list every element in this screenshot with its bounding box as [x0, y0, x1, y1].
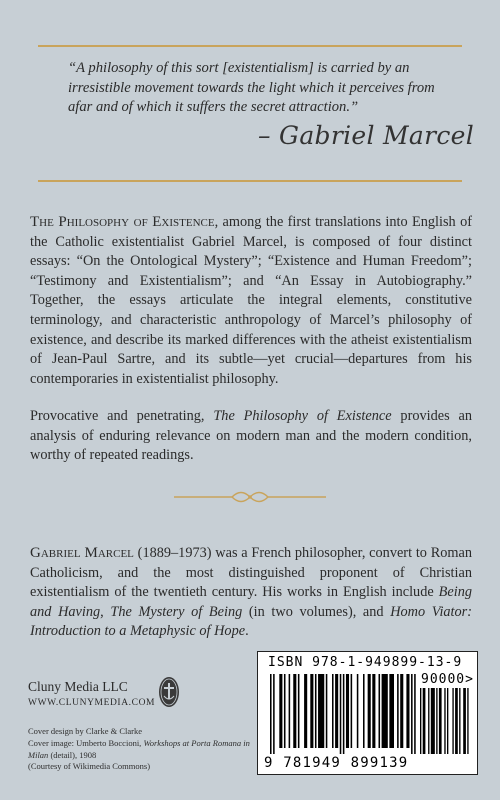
barcode-bar [346, 674, 349, 748]
description-paragraph-2 [30, 407, 472, 466]
bio-end: . [245, 623, 249, 640]
bio-text-2: (in two volumes), and [242, 603, 391, 620]
barcode-bar [379, 674, 381, 748]
isbn-barcode [257, 651, 478, 775]
credit-image-title: Workshops at Porta Romana in Milan [28, 737, 250, 760]
barcode-bar [397, 674, 399, 748]
barcode-bar [351, 674, 353, 748]
barcode-bar [363, 674, 365, 748]
barcode-bar [428, 688, 429, 754]
bio-text-1: (1889–1973) was a French philosopher, convert to Roman Catholicism, and the most distinguished proponent of Christian existentialism of the twentieth century. His works in English include [30, 545, 473, 601]
barcode-bar [368, 674, 371, 748]
barcode-bar [273, 674, 275, 754]
credit-design: Cover design by Clarke & Clarke [28, 726, 143, 736]
credit-courtesy: (Courtesy of Wikimedia Commons) [28, 761, 151, 772]
barcode-bar [343, 674, 345, 754]
epigraph-quote: “A philosophy of this sort [existentialism] is carried by an irresistible movement towards the light which it perceives from afar and of which it suffers the secret attraction.” [68, 60, 435, 115]
barcode-bar [310, 674, 313, 748]
addon-barcode-bars [420, 688, 470, 756]
book-title-smallcaps: The Philosophy of Existence [30, 214, 215, 230]
barcode-bar [406, 674, 409, 748]
description-p2-start: Provocative and penetrating, [30, 408, 214, 424]
price-code: 90000> [421, 672, 474, 687]
barcode-bar [411, 674, 413, 754]
description-p1-text: , among the first translations into English of the Catholic existentialist Gabriel Marcel, is composed of four distinct essays: “On the Ontological Mystery”; “Existence and Human Freedom”; “Testimony and Existentialism”; and “An Essay in Autobiography.” Together, the essays articulate the integral elements, constitutive terminology, and characteristic anthropology of Marcel’s philosophy of existence, and describe its marked differences with the atheist existentialism of Jean-Paul Sartre, and its subtle—yet crucial—departures from his contemporaries in existentialist philosophy. [30, 214, 472, 387]
barcode-digits: 9 781949 899139 [264, 755, 409, 771]
description-p2-text: provides an analysis of enduring relevance on modern man and the modern condition, worthy of repeated readings. [30, 408, 472, 464]
barcode-bar [431, 688, 435, 754]
bio-work-1: Being and Having [30, 584, 472, 620]
barcode-bar [304, 674, 307, 748]
barcode-bar [423, 688, 426, 754]
credit-image-suffix: (detail), 1908 [48, 749, 97, 760]
barcode-bar [284, 674, 286, 748]
barcode-bar [335, 674, 338, 748]
barcode-bar [467, 688, 468, 754]
barcode-bar [447, 688, 448, 754]
publisher-logo-icon [158, 676, 180, 708]
publisher-website: WWW.CLUNYMEDIA.COM [28, 698, 156, 708]
barcode-bar [452, 688, 453, 754]
barcode-bar [357, 674, 359, 748]
barcode-bar [326, 674, 328, 748]
barcode-bar [389, 674, 394, 748]
top-gold-rule [38, 45, 462, 47]
ornament-divider-icon [174, 490, 326, 504]
barcode-bar [372, 674, 375, 748]
barcode-bar [420, 688, 421, 754]
author-name-smallcaps: Gabriel Marcel [30, 545, 134, 561]
ean-barcode-bars [270, 674, 420, 756]
barcode-bar [270, 674, 272, 754]
barcode-bar [436, 688, 437, 754]
credit-image [28, 738, 258, 762]
bio-work-2: The Mystery of Being [110, 603, 243, 620]
description-paragraph-1 [30, 213, 472, 389]
barcode-bar [279, 674, 282, 748]
quote-attribution: – Gabriel Marcel [258, 121, 475, 150]
barcode-bar [439, 688, 442, 754]
barcode-bar [332, 674, 334, 748]
bio-work-3: Homo Viator: Introduction to a Metaphysic of Hope [30, 603, 473, 640]
barcode-bar [293, 674, 296, 748]
barcode-bar [463, 688, 466, 754]
barcode-bar [340, 674, 342, 754]
barcode-bar [400, 674, 403, 748]
barcode-bar [382, 674, 388, 748]
publisher-name: Cluny Media LLC [28, 679, 128, 694]
bottom-gold-rule [38, 180, 462, 182]
barcode-bar [455, 688, 458, 754]
barcode-bar [298, 674, 300, 748]
credit-image-prefix: Cover image: Umberto Boccioni, [28, 737, 144, 748]
bio-separator: , [100, 603, 111, 620]
author-bio [30, 544, 472, 642]
barcode-bar [289, 674, 291, 748]
isbn-number: ISBN 978-1-949899-13-9 [268, 655, 463, 670]
barcode-bar [459, 688, 460, 754]
barcode-bar [318, 674, 324, 748]
book-title-italic: The Philosophy of Existence [213, 408, 392, 424]
barcode-bar [315, 674, 317, 748]
cover-credits [28, 726, 258, 773]
barcode-bar [414, 674, 416, 754]
barcode-bar [444, 688, 445, 754]
